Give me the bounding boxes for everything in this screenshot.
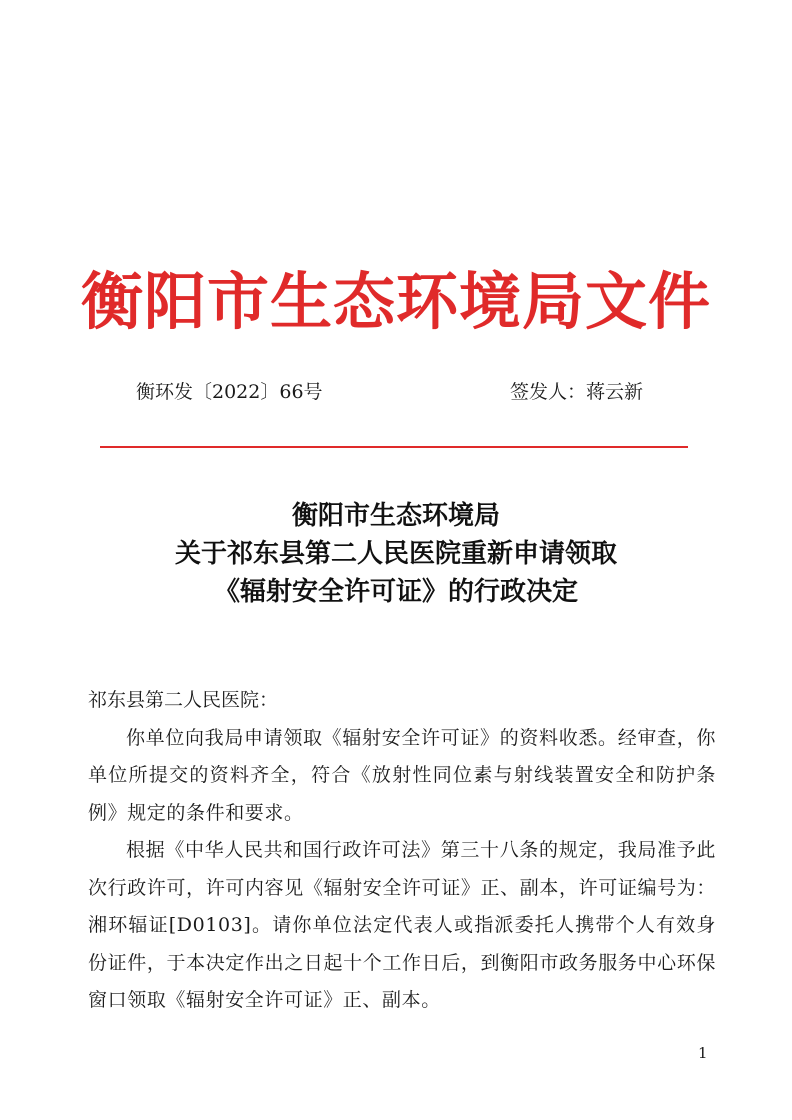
document-number: 衡环发〔2022〕66号 <box>136 381 323 403</box>
title-line-2: 关于祁东县第二人民医院重新申请领取 <box>174 539 617 569</box>
title-line-1: 衡阳市生态环境局 <box>291 501 500 531</box>
document-body <box>88 682 716 1020</box>
paragraph-2: 根据《中华人民共和国行政许可法》第三十八条的规定，我局准予此次行政许可，许可内容见《辐射安全许可证》正、副本，许可证编号为：湘环辐证[D0103]。请你单位法定代表人或指派委托人携带个人有效身份证件，于本决定作出之日起十个工作日后，到衡阳市政务服务中心环保窗口领取《辐射安全许可证》正、副本。 <box>88 839 716 1011</box>
document-title <box>0 497 792 611</box>
red-divider-line <box>100 446 688 448</box>
page-number: 1 <box>698 1044 708 1062</box>
salutation: 祁东县第二人民医院： <box>88 689 279 711</box>
signer: 签发人：蒋云新 <box>510 381 644 403</box>
title-line-3: 《辐射安全许可证》的行政决定 <box>213 577 578 607</box>
document-masthead: 衡阳市生态环境局文件 <box>80 265 711 338</box>
paragraph-1: 你单位向我局申请领取《辐射安全许可证》的资料收悉。经审查，你单位所提交的资料齐全，符合《放射性同位素与射线装置安全和防护条例》规定的条件和要求。 <box>88 726 716 824</box>
